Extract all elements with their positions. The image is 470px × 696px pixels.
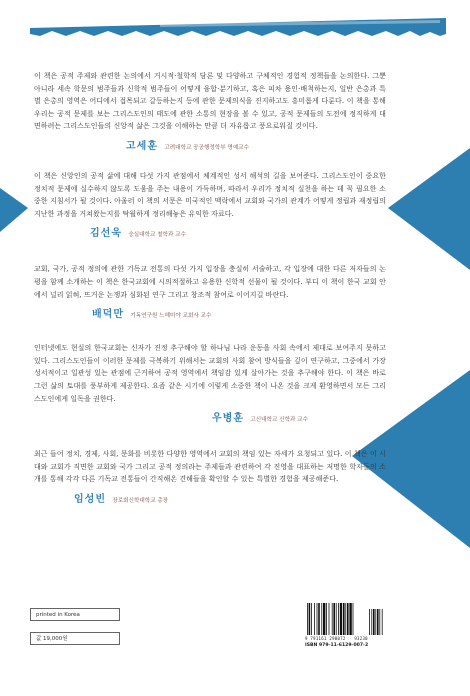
- barcode-addon-bar: [375, 609, 376, 635]
- review: [34, 448, 386, 505]
- review-text: 교회, 국가, 공적 정의에 관한 기독교 전통의 다섯 가지 입장을 충실히 서술하고, 각 입장에 대한 다른 저자들의 논평을 함께 소개하는 이 책은 한국교회에 시의적절하고 유용한 신학적 선물이 될 것이다. 부디 이 책이 한국 교회 안에서 널리 읽혀, 뜨거운 논쟁과 심화된 연구 그리고 창조적 참여로 이어지길 바란다.: [34, 265, 386, 299]
- barcode-addon-bar: [382, 609, 383, 635]
- barcode-bar: [336, 603, 337, 635]
- reviewer: [212, 409, 386, 424]
- right-triangle-1: [388, 148, 470, 270]
- reviewer-name: 고세훈: [126, 140, 158, 152]
- reviewer: [74, 490, 386, 505]
- barcode-bar: [317, 603, 318, 635]
- barcode-addon-bar: [373, 609, 375, 635]
- barcode-main-digits: 9 791161 290072: [305, 636, 346, 641]
- barcode-bar: [347, 603, 349, 635]
- review: [34, 170, 386, 239]
- reviewer: [90, 224, 386, 239]
- barcode-bar: [345, 603, 346, 635]
- reviewer-affiliation: 장로회신학대학교 총장: [112, 497, 169, 504]
- barcode-bar: [343, 603, 345, 635]
- reviewer-affiliation: 숭실대학교 철학과 교수: [128, 232, 186, 239]
- review-text: 이 책은 공적 주제와 관련한 논의에서 거시적·철학적 담론 및 다양하고 구체적인 경험적 정책들을 논의한다. 그뿐 아니라 세속 학문의 범주들과 신학적 범주들이 어떻게 융합·분기하고, 혹은 피차 용인·배척하는지, 일반 은총과 특별 은총의 영역은 어디에서 접목되고 갈등하는지 등에 관한 문제의식을 진지하고도 흥미롭게 다룬다. 이 책을 통해 우리는 공적 문제를 보는 그리스도인의 태도에 관한 소통의 현장을 볼 수 있고, 공적 문제들의 도전에 정직하게 대면하려는 그리스도인들의 신앙적 삶은 그것을 이해하는 만큼 더 자유롭고 풍요로워질 것이다.: [34, 72, 386, 131]
- barcode-bar: [353, 603, 354, 635]
- barcode-bar: [318, 603, 320, 635]
- barcode-bar: [309, 603, 311, 635]
- price-label: 값 19,000원: [30, 632, 120, 645]
- barcode-area: [305, 603, 389, 653]
- review: [34, 342, 386, 424]
- left-triangle: [0, 188, 28, 232]
- barcode-addon-bar: [377, 609, 379, 635]
- barcode-bar: [338, 603, 339, 635]
- barcode-bar: [349, 603, 351, 635]
- barcode-bar: [323, 603, 325, 635]
- barcode-addon-digits: 93230: [354, 636, 368, 641]
- printed-in-korea-label: printed in Korea: [30, 608, 120, 621]
- reviewer-affiliation: 고려대학교 공공행정학부 명예교수: [164, 144, 249, 151]
- reviews-section: [34, 70, 386, 515]
- reviewer-name: 배덕만: [92, 309, 124, 321]
- barcode-bar: [332, 603, 333, 635]
- barcode-bar: [311, 603, 312, 635]
- reviewer-name: 김선욱: [90, 228, 122, 240]
- barcode-bar: [340, 603, 342, 635]
- reviewer: [126, 137, 386, 152]
- barcode-addon-bar: [379, 609, 380, 635]
- review-text: 인터넷에도 현실의 한국교회는 신자가 진정 추구해야 할 하나님 나라 운동을 사회 속에서 제대로 보여주지 못하고 있다. 그리스도인들이 이러한 문제를 극복하기 위해서는 교회의 사회 참여 방식들을 깊이 연구하고, 그중에서 가장 성서적이고 일관성 있는 관점에 근거하여 공적 영역에서 책임감 있게 살아가는 것을 추구해야 한다. 이 책은 바로 그런 삶의 토대를 풍부하게 제공한다. 요즘 같은 시기에 이렇게 소중한 책이 나온 것을 크게 환영하면서 모든 그리스도인에게 일독을 권한다.: [34, 344, 386, 403]
- review: [34, 263, 386, 320]
- barcode-digits: [305, 636, 389, 641]
- reviewer: [92, 305, 386, 320]
- top-brush-band: [30, 18, 446, 36]
- barcode-bar: [329, 603, 330, 635]
- review: [34, 70, 386, 152]
- barcode-addon-bar: [371, 609, 372, 635]
- reviewer-affiliation: 기독연구원 느헤미야 교회사 교수: [130, 313, 212, 320]
- barcode-addon-bar: [369, 609, 370, 635]
- barcode-bar: [314, 603, 315, 635]
- barcode-bar: [307, 603, 308, 635]
- reviewer-name: 우병훈: [212, 413, 244, 425]
- barcode-bars: [305, 603, 389, 637]
- review-text: 이 책은 신앙인의 공적 삶에 대해 다섯 가지 관점에서 체계적인 성서 해석의 길을 보여준다. 그리스도인이 중요한 정치적 문제에 실수하지 않도록 도움을 주는 내용이 가득하며, 따라서 우리가 정치적 실천을 하는 데 꼭 필요한 소중한 지침서가 될 것이다. 아울러 이 책의 서문은 미국적인 맥락에서 교회와 국가의 관계가 어떻게 정립과 재정립의 지난한 과정을 거쳐왔는지를 탁월하게 정리해놓은 유익한 자료다.: [34, 171, 386, 218]
- reviewer-affiliation: 고신대학교 신학과 교수: [250, 417, 308, 424]
- barcode-bar: [333, 603, 335, 635]
- review-text: 최근 들어 정치, 경제, 사회, 문화를 비롯한 다양한 영역에서 교회의 책임 있는 자세가 요청되고 있다. 이 책은 이 시대와 교회가 직면한 교회와 국가 그리고 공적 정의라는 주제들과 관련하여 각 진영을 대표하는 저명한 학자들의 소개를 통해 각각 다른 기독교 전통들이 간직해온 견해들을 확인할 수 있는 특별한 경험을 제공해준다.: [34, 450, 386, 484]
- reviewer-name: 임성빈: [74, 493, 106, 505]
- barcode-bar: [321, 603, 322, 635]
- barcode-bar: [326, 603, 327, 635]
- isbn-number: ISBN 979-11-6129-007-2: [305, 643, 369, 648]
